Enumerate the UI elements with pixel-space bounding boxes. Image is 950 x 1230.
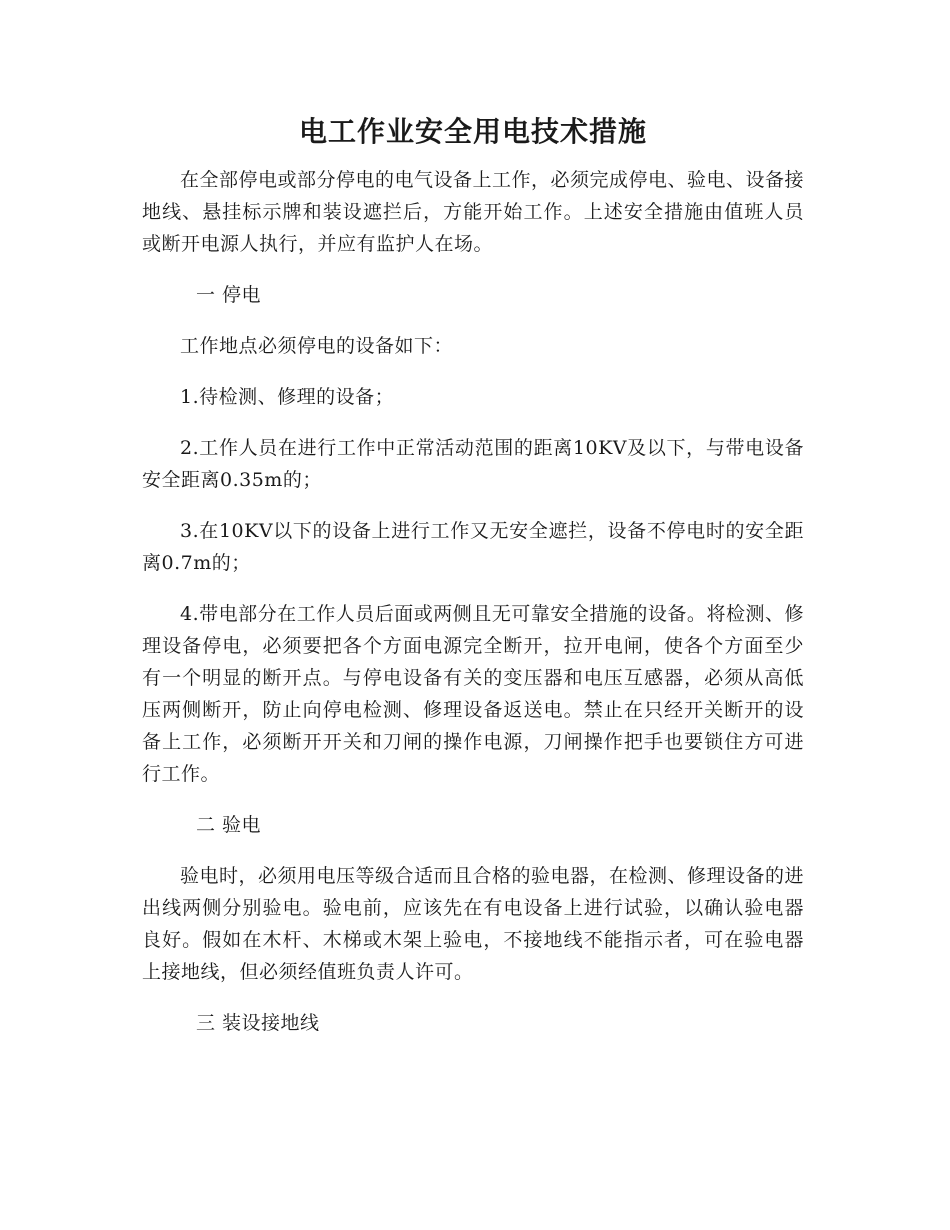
voltage-test-paragraph: 验电时，必须用电压等级合适而且合格的验电器，在检测、修理设备的进出线两侧分别验电。验电前，应该先在有电设备上进行试验，以确认验电器良好。假如在木杆、木梯或木架上验电，不接地线不能指示者，可在验电器上接地线，但必须经值班负责人许可。 bbox=[142, 865, 805, 983]
document-page bbox=[142, 110, 804, 1058]
section-lead: 工作地点必须停电的设备如下： bbox=[180, 335, 454, 357]
intro-paragraph: 在全部停电或部分停电的电气设备上工作，必须完成停电、验电、设备接地线、悬挂标示牌和装设遮拦后，方能开始工作。上述安全措施由值班人员或断开电源人执行，并应有监护人在场。 bbox=[142, 169, 805, 255]
section-heading-voltage-test: 二 验电 bbox=[196, 814, 262, 836]
list-item-1: 1.待检测、修理的设备； bbox=[180, 386, 395, 408]
list-item-3: 3.在10KV以下的设备上进行工作又无安全遮拦，设备不停电时的安全距离0.7m的； bbox=[142, 520, 804, 574]
list-item-2: 2.工作人员在进行工作中正常活动范围的距离10KV及以下，与带电设备安全距离0.35m的； bbox=[142, 437, 804, 491]
section-heading-power-off: 一 停电 bbox=[196, 284, 262, 306]
document-title: 电工作业安全用电技术措施 bbox=[298, 115, 647, 148]
list-item-4: 4.带电部分在工作人员后面或两侧且无可靠安全措施的设备。将检测、修理设备停电，必须要把各个方面电源完全断开，拉开电闸，使各个方面至少有一个明显的断开点。与停电设备有关的变压器和电压互感器，必须从高低压两侧断开，防止向停电检测、修理设备返送电。禁止在只经开关断开的设备上工作，必须断开开关和刀闸的操作电源，刀闸操作把手也要锁住方可进行工作。 bbox=[142, 603, 804, 785]
section-heading-grounding: 三 装设接地线 bbox=[196, 1012, 320, 1034]
